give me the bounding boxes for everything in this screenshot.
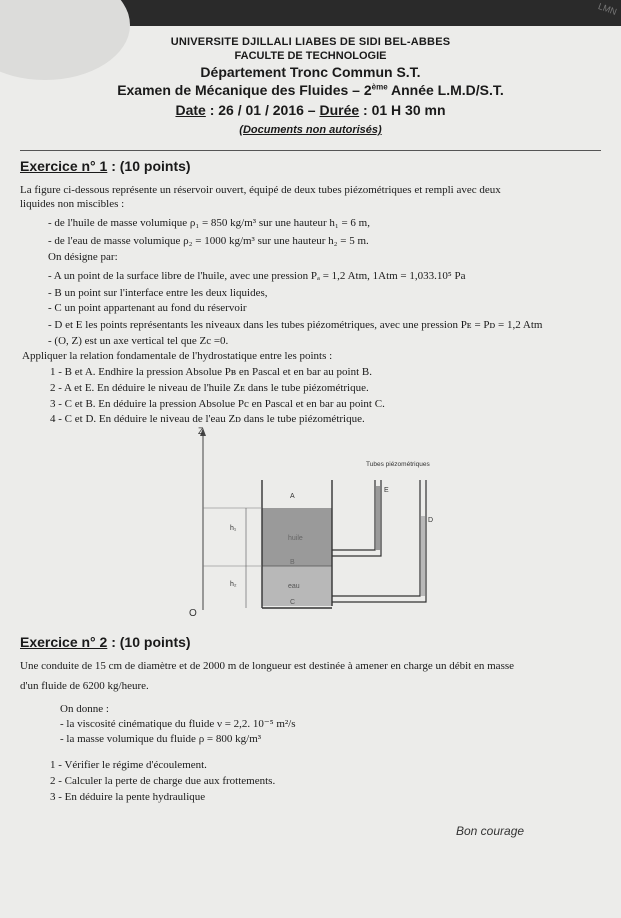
point-a-label: A — [290, 493, 295, 500]
water-label: eau — [288, 583, 300, 590]
oil-label: huile — [288, 535, 303, 542]
reservoir-diagram — [186, 420, 446, 620]
exam-date-line — [0, 102, 621, 118]
exam-title-prefix: Examen de Mécanique des Fluides – 2 — [117, 82, 372, 98]
ex1-designate: On désigne par: — [48, 251, 118, 263]
ex2-text2: d'un fluide de 6200 kg/heure. — [20, 680, 149, 692]
ex1-apply: Appliquer la relation fondamentale de l'hydrostatique entre les points : — [22, 350, 333, 362]
ex1-q3: 3 - C et B. En déduire la pression Absolue Pc en Pascal et en bar au point C. — [50, 398, 385, 410]
tube-e-inner — [332, 480, 375, 550]
ex1-q1: 1 - B et A. Endhire la pression Absolue Pʙ en Pascal et en bar au point B. — [50, 366, 372, 378]
ex1-q2: 2 - A et E. En déduire le niveau de l'huile Zᴇ dans le tube piézométrique. — [50, 382, 369, 394]
ex1-pointA: - A un point de la surface libre de l'huile, avec une pression Pₐ = 1,2 Atm, 1Atm = 1,033.10⁵ Pa — [48, 270, 466, 282]
faculty-name: FACULTE DE TECHNOLOGIE — [234, 50, 387, 62]
exercise2-title — [20, 634, 191, 650]
exercise2-title-label: Exercice n° 2 — [20, 634, 108, 650]
documents-note: (Documents non autorisés) — [239, 124, 382, 136]
exam-title-suffix: Année L.M.D/S.T. — [387, 82, 504, 98]
ex2-text1: Une conduite de 15 cm de diamètre et de 2000 m de longueur est destinée à amener en charge un débit en masse — [20, 660, 515, 672]
tube-e-fill — [376, 486, 380, 550]
exam-title — [0, 82, 621, 98]
duration-value: : 01 H 30 mn — [359, 102, 446, 118]
ex2-density: - la masse volumique du fluide ρ = 800 kg/m³ — [60, 733, 262, 745]
point-e-label: E — [384, 487, 389, 494]
ex1-pointDE: - D et E les points représentants les niveaux dans les tubes piézométriques, avec une pression Pᴇ = Pᴅ = 1,2 Atm — [48, 319, 543, 331]
corner-mark: LMN — [596, 1, 619, 17]
ex2-q1: 1 - Vérifier le régime d'écoulement. — [50, 759, 207, 771]
ex1-pointB: - B un point sur l'interface entre les deux liquides, — [48, 287, 268, 299]
university-name: UNIVERSITE DJILLALI LIABES DE SIDI BEL-ABBES — [170, 36, 451, 48]
ex1-liquid2: - de l'eau de masse volumique ρ₂ = 1000 kg/m³ sur une hauteur h₂ = 5 m. — [48, 235, 369, 247]
ex1-axis: - (O, Z) est un axe vertical tel que Zc =0. — [48, 335, 229, 347]
tube-e-outer — [332, 480, 381, 556]
ex1-liquid1: - de l'huile de masse volumique ρ₁ = 850 kg/m³ sur une hauteur h₁ = 6 m, — [48, 217, 370, 229]
closing-text: Bon courage — [456, 824, 525, 838]
tubes-label: Tubes piézométriques — [366, 461, 430, 468]
point-b-label: B — [290, 559, 295, 566]
exercise1-points: : (10 points) — [107, 158, 191, 174]
ex1-pointC: - C un point appartenant au fond du réservoir — [48, 302, 247, 314]
duration-label: Durée — [319, 102, 360, 118]
point-d-label: D — [428, 517, 434, 524]
ex1-intro2: liquides non miscibles : — [20, 198, 125, 210]
exercise2-points: : (10 points) — [107, 634, 191, 650]
separator-line — [20, 150, 601, 151]
ex1-q4: 4 - C et D. En déduire le niveau de l'eau Zᴅ dans le tube piézométrique. — [50, 413, 365, 425]
h2-label: h₂ — [230, 581, 237, 588]
date-value: : 26 / 01 / 2016 – — [205, 102, 320, 118]
z-axis-label: Z — [198, 426, 204, 436]
exam-title-sup: ème — [371, 82, 388, 92]
ex1-intro1: La figure ci-dessous représente un réservoir ouvert, équipé de deux tubes piézométriques et rempli avec deux — [20, 184, 501, 196]
ex2-q3: 3 - En déduire la pente hydraulique — [50, 791, 206, 803]
h1-label: h₁ — [230, 525, 237, 532]
ex2-viscosity: - la viscosité cinématique du fluide ν = 2,2. 10⁻⁵ m²/s — [60, 718, 296, 730]
ex2-q2: 2 - Calculer la perte de charge due aux frottements. — [50, 775, 276, 787]
exercise1-title-label: Exercice n° 1 — [20, 158, 108, 174]
date-label: Date — [175, 102, 206, 118]
tube-d-fill — [421, 516, 425, 596]
ex2-given: On donne : — [60, 703, 109, 715]
department-name: Département Tronc Commun S.T. — [200, 64, 421, 80]
point-c-label: C — [290, 599, 296, 606]
origin-label: O — [189, 608, 197, 619]
exercise1-title — [20, 158, 191, 174]
